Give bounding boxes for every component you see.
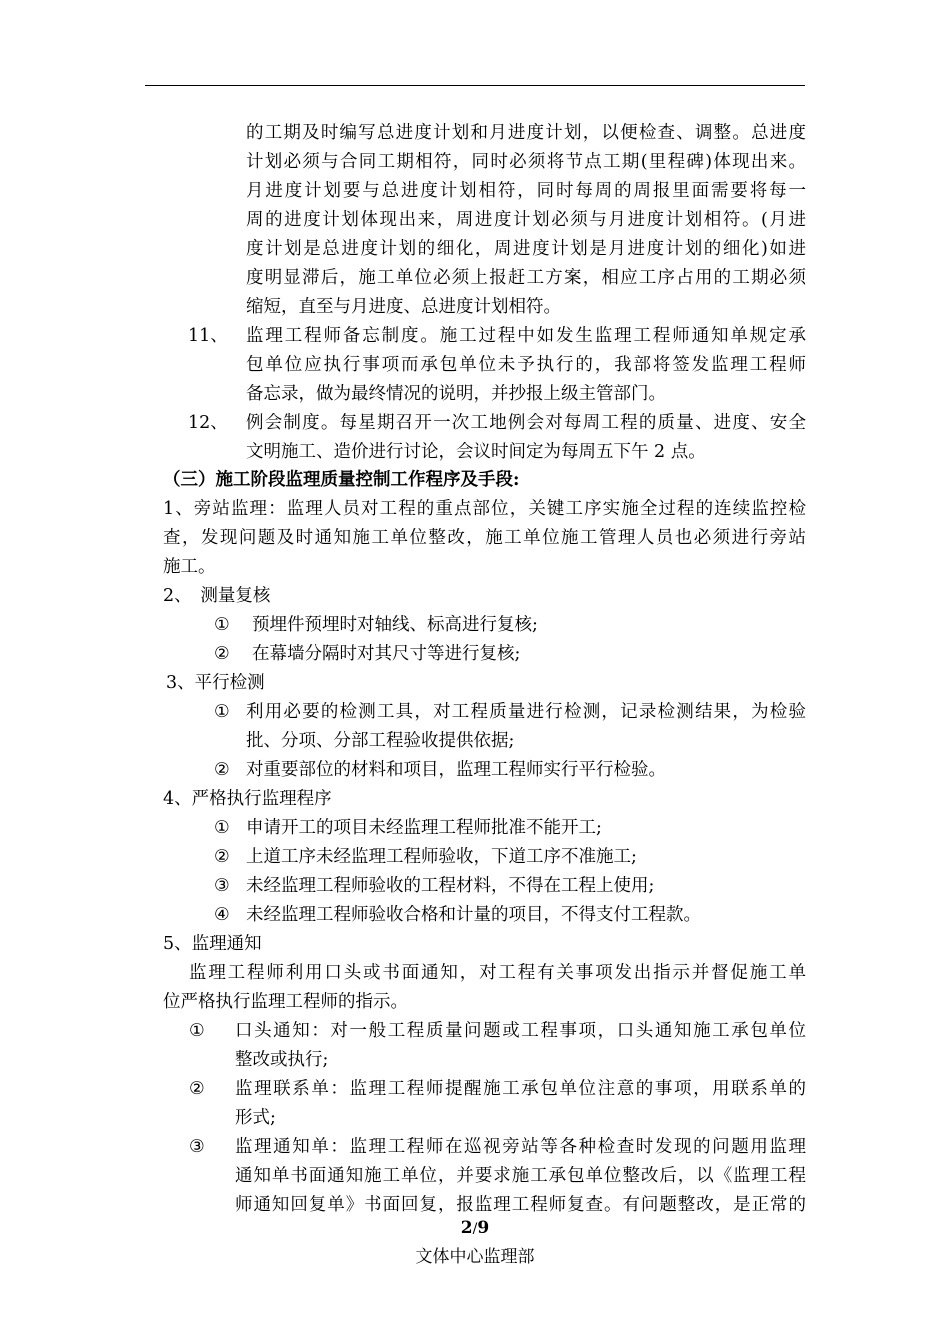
list-item: 上道工序未经监理工程师验收，下道工序不准施工;	[246, 847, 637, 867]
intro-line: 周的进度计划体现出来，周进度计划必须与月进度计划相符。(月进	[246, 210, 806, 230]
list-marker: ②	[189, 1079, 205, 1099]
s1-line: 1、旁站监理：监理人员对工程的重点部位，关键工序实施全过程的连续监控检	[163, 499, 806, 519]
list-marker: ①	[214, 818, 230, 838]
item-line: 例会制度。每星期召开一次工地例会对每周工程的质量、进度、安全	[246, 413, 806, 433]
page-current: 2	[460, 1218, 473, 1238]
item-line: 包单位应执行事项而承包单位未予执行的，我部将签发监理工程师	[246, 355, 806, 375]
s5-title: 5、监理通知	[163, 934, 262, 954]
s5-intro-line: 监理工程师利用口头或书面通知，对工程有关事项发出指示并督促施工单	[189, 963, 806, 983]
intro-line: 度计划是总进度计划的细化，周进度计划是月进度计划的细化)如进	[246, 239, 806, 259]
list-marker: ④	[214, 905, 230, 925]
item-line: 监理工程师备忘制度。施工过程中如发生监理工程师通知单规定承	[246, 326, 806, 346]
list-marker: ②	[214, 760, 230, 780]
page-total: 9	[477, 1218, 490, 1238]
list-item: 未经监理工程师验收的工程材料，不得在工程上使用;	[246, 876, 655, 896]
list-item: 口头通知：对一般工程质量问题或工程事项，口头通知施工承包单位	[235, 1021, 806, 1041]
page-number	[0, 1218, 950, 1238]
list-item: 未经监理工程师验收合格和计量的项目，不得支付工程款。	[246, 905, 701, 925]
intro-line: 的工期及时编写总进度计划和月进度计划，以便检查、调整。总进度	[246, 123, 806, 143]
item-line: 备忘录，做为最终情况的说明，并抄报上级主管部门。	[246, 384, 666, 404]
s5-intro-line: 位严格执行监理工程师的指示。	[163, 992, 408, 1012]
list-marker: ①	[214, 615, 230, 635]
list-marker: ②	[214, 847, 230, 867]
header-rule	[145, 85, 805, 86]
item-number: 11、	[188, 326, 228, 346]
list-item: 利用必要的检测工具，对工程质量进行检测，记录检测结果，为检验	[246, 702, 806, 722]
s1-line: 施工。	[163, 557, 216, 577]
list-marker: ②	[214, 644, 230, 664]
list-item: 申请开工的项目未经监理工程师批准不能开工;	[246, 818, 602, 838]
intro-line: 计划必须与合同工期相符，同时必须将节点工期(里程碑)体现出来。	[246, 152, 806, 172]
list-item: 预埋件预埋时对轴线、标高进行复核;	[252, 615, 538, 635]
list-item: 监理联系单：监理工程师提醒施工承包单位注意的事项，用联系单的	[235, 1079, 806, 1099]
s3-title: 3、平行检测	[166, 673, 265, 693]
s2-title: 2、 测量复核	[163, 586, 271, 606]
intro-line: 缩短，直至与月进度、总进度计划相符。	[246, 297, 561, 317]
item-line: 文明施工、造价进行讨论，会议时间定为每周五下午 2 点。	[246, 442, 706, 462]
s4-title: 4、严格执行监理程序	[163, 789, 332, 809]
intro-line: 度明显滞后，施工单位必须上报赶工方案，相应工序占用的工期必须	[246, 268, 806, 288]
list-marker: ①	[214, 702, 230, 722]
footer-org-name: 文体中心监理部	[415, 1247, 535, 1267]
intro-line: 月进度计划要与总进度计划相符，同时每周的周报里面需要将每一	[246, 181, 806, 201]
section-heading: （三）施工阶段监理质量控制工作程序及手段:	[163, 470, 520, 490]
list-item: 对重要部位的材料和项目，监理工程师实行平行检验。	[246, 760, 666, 780]
list-marker: ③	[189, 1137, 205, 1157]
list-item: 批、分项、分部工程验收提供依据;	[246, 731, 515, 751]
page-separator: /	[472, 1221, 478, 1237]
list-item: 在幕墙分隔时对其尺寸等进行复核;	[252, 644, 521, 664]
list-marker: ③	[214, 876, 230, 896]
list-item: 通知单书面通知施工单位，并要求施工承包单位整改后，以《监理工程	[235, 1166, 806, 1186]
s1-line: 查，发现问题及时通知施工单位整改，施工单位施工管理人员也必须进行旁站	[163, 528, 806, 548]
list-item: 整改或执行;	[235, 1050, 329, 1070]
list-item: 形式;	[235, 1108, 276, 1128]
item-number: 12、	[188, 413, 228, 433]
list-item: 师通知回复单》书面回复，报监理工程师复查。有问题整改，是正常的	[235, 1195, 806, 1215]
list-marker: ①	[189, 1021, 205, 1041]
list-item: 监理通知单：监理工程师在巡视旁站等各种检查时发现的问题用监理	[235, 1137, 806, 1157]
